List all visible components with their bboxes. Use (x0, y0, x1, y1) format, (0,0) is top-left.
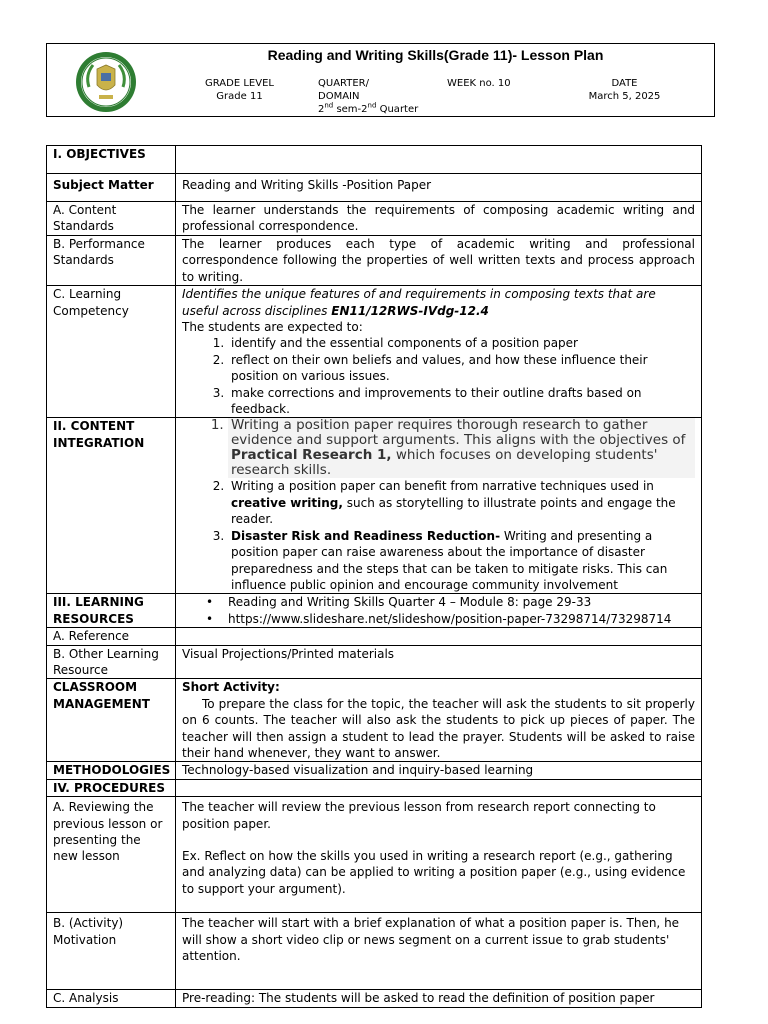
table-row-learning-competency (47, 286, 702, 418)
performance-standards-label: B. Performance Standards (47, 236, 176, 286)
content-standards-value: The learner understands the requirements of composing academic writing and professional correspondence. (176, 202, 702, 236)
resources-list (182, 594, 695, 627)
table-row-objectives (47, 146, 702, 174)
date-value: March 5, 2025 (588, 91, 661, 102)
table-row-other-resource (47, 645, 702, 679)
quarter-label: QUARTER/ (318, 78, 369, 89)
table-row-performance-standards (47, 236, 702, 286)
subject-matter-label: Subject Matter (47, 174, 176, 202)
competency-list (182, 335, 695, 417)
learning-resources-label: III. LEARNING RESOURCES (47, 594, 176, 628)
methodologies-value: Technology-based visualization and inquiry-based learning (176, 762, 702, 779)
quarter-domain-field (318, 77, 438, 116)
quarter-value: 2nd sem-2nd Quarter (318, 101, 419, 115)
table-row-content-integration (47, 418, 702, 594)
list-item: 1. Writing a position paper requires thorough research to gather evidence and support arguments. This aligns with the objectives of Practical Research 1, which focuses on developing students' research skills. (228, 418, 695, 478)
list-item[interactable]: • https://www.slideshare.net/slideshow/position-paper-73298714/73298714 (206, 611, 695, 627)
reviewing-example: Ex. Reflect on how the skills you used in writing a research report (e.g., gathering and analyzing data) can be applied to writing a position paper (e.g., using evidence to support your argument). (182, 849, 686, 896)
date-field (582, 77, 667, 103)
other-resource-value: Visual Projections/Printed materials (176, 645, 702, 679)
content-integration-label: II. CONTENT INTEGRATION (47, 418, 176, 594)
grade-level-label: GRADE LEVEL (205, 78, 274, 89)
classroom-management-value (176, 679, 702, 762)
reference-label: A. Reference (47, 628, 176, 645)
date-label: DATE (611, 78, 638, 89)
motivation-value: The teacher will start with a brief explanation of what a position paper is. Then, he will show a short video clip or news segment on a current issue to grab students' attention. (176, 913, 702, 990)
objectives-label: I. OBJECTIVES (47, 146, 176, 174)
list-item: 2. Writing a position paper can benefit from narrative techniques used in creative writing, such as storytelling to illustrate points and engage the reader. (228, 478, 695, 527)
reviewing-label: A. Reviewing the previous lesson or presenting the new lesson (47, 797, 176, 913)
list-item: 2. reflect on their own beliefs and values, and how these influence their position on various issues. (228, 352, 695, 385)
short-activity-heading: Short Activity: (182, 680, 280, 695)
content-standards-label: A. Content Standards (47, 202, 176, 236)
table-row-subject-matter (47, 174, 702, 202)
subject-matter-value: Reading and Writing Skills -Position Paper (176, 174, 702, 202)
analysis-value: Pre-reading: The students will be asked to read the definition of position paper (176, 990, 702, 1007)
week-label: WEEK no. 10 (447, 78, 511, 89)
lesson-plan-title: Reading and Writing Skills(Grade 11)- Lesson Plan (267, 47, 604, 63)
table-row-motivation (47, 913, 702, 990)
table-row-content-standards (47, 202, 702, 236)
lesson-plan-table (46, 145, 702, 1008)
table-row-analysis (47, 990, 702, 1007)
grade-level-value: Grade 11 (216, 91, 263, 102)
table-row-classroom-management (47, 679, 702, 762)
list-item: 3. Disaster Risk and Readiness Reduction- Writing and presenting a position paper can raise awareness about the importance of disaster preparedness and the steps that can be taken to mitigate risks. This can influence public opinion and encourage community involvement (228, 528, 695, 594)
grade-level-field (197, 77, 282, 103)
procedures-value (176, 779, 702, 796)
integration-list (182, 418, 695, 593)
reviewing-text: The teacher will review the previous lesson from research report connecting to position paper. (182, 800, 656, 831)
learning-competency-label: C. Learning Competency (47, 286, 176, 418)
domain-label: DOMAIN (318, 91, 360, 102)
reviewing-value (176, 797, 702, 913)
list-item: • Reading and Writing Skills Quarter 4 – Module 8: page 29-33 (206, 594, 695, 610)
short-activity-text: To prepare the class for the topic, the teacher will ask the students to sit properly on 6 counts. The teacher will also ask the students to pick up pieces of paper. The teacher will then assign a student to lead the prayer. Students will be asked to raise their hand whenever, they want to answer. (182, 696, 695, 760)
motivation-label: B. (Activity) Motivation (47, 913, 176, 990)
other-resource-label: B. Other Learning Resource (47, 645, 176, 679)
classroom-management-label: CLASSROOM MANAGEMENT (47, 679, 176, 762)
table-row-learning-resources (47, 594, 702, 628)
methodologies-label: METHODOLOGIES (47, 762, 176, 779)
reference-value (176, 628, 702, 645)
competency-intro: The students are expected to: (182, 320, 363, 335)
table-row-methodologies (47, 762, 702, 779)
procedures-label: IV. PROCEDURES (47, 779, 176, 796)
learning-resources-value (176, 594, 702, 628)
table-row-procedures (47, 779, 702, 796)
list-item: 1. identify and the essential components of a position paper (228, 335, 695, 351)
performance-standards-value: The learner produces each type of academic writing and professional correspondence following the properties of well written texts and process approach to writing. (176, 236, 702, 286)
lesson-plan-header (46, 43, 715, 117)
table-row-reference (47, 628, 702, 645)
learning-competency-value (176, 286, 702, 418)
content-integration-value (176, 418, 702, 594)
competency-code: EN11/12RWS-IVdg-12.4 (331, 303, 489, 318)
analysis-label: C. Analysis (47, 990, 176, 1007)
table-row-reviewing (47, 797, 702, 913)
objectives-value (176, 146, 702, 174)
competency-text: Identifies the unique features of and requirements in composing texts that are useful across disciplines (182, 287, 656, 318)
week-field (447, 77, 537, 90)
list-item: 3. make corrections and improvements to their outline drafts based on feedback. (228, 385, 695, 418)
